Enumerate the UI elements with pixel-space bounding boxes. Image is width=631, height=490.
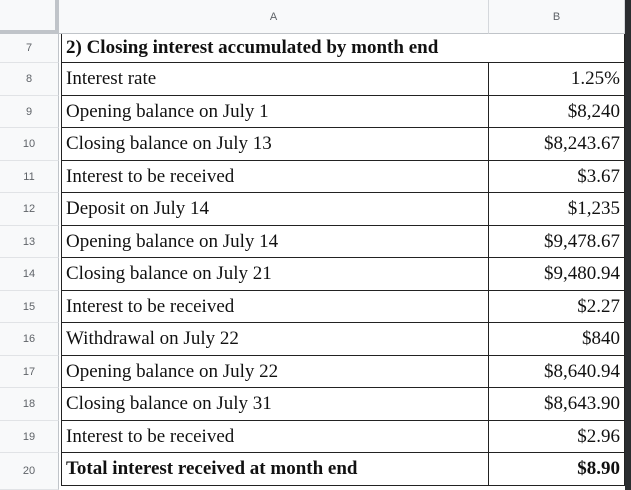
row-header[interactable]: 12 [0,193,59,226]
window-edge [625,0,631,490]
label-cell[interactable]: Withdrawal on July 22 [61,323,489,356]
value-cell[interactable]: $8,640.94 [489,356,625,388]
row-header[interactable]: 8 [0,63,59,96]
row-header[interactable]: 18 [0,388,59,421]
row-header[interactable]: 19 [0,421,59,453]
label-cell[interactable]: Closing balance on July 31 [61,388,489,421]
label-cell[interactable]: Interest to be received [61,421,489,453]
label-cell[interactable]: Opening balance on July 14 [61,226,489,258]
row-header[interactable]: 16 [0,323,59,356]
value-cell[interactable]: $9,478.67 [489,226,625,258]
value-cell[interactable]: $840 [489,323,625,356]
row-header[interactable]: 14 [0,258,59,291]
row-header[interactable]: 11 [0,161,59,193]
value-cell[interactable]: $1,235 [489,193,625,226]
column-header-a[interactable]: A [59,0,489,34]
value-cell[interactable]: $2.27 [489,291,625,323]
label-cell[interactable]: Interest rate [61,63,489,96]
value-cell[interactable]: $9,480.94 [489,258,625,291]
section-title-cell[interactable]: 2) Closing interest accumulated by month end [61,34,625,63]
label-cell[interactable]: Deposit on July 14 [61,193,489,226]
row-header[interactable]: 17 [0,356,59,388]
select-all-corner[interactable] [0,0,59,34]
value-cell[interactable]: 1.25% [489,63,625,96]
label-cell[interactable]: Closing balance on July 21 [61,258,489,291]
label-cell[interactable]: Interest to be received [61,291,489,323]
total-label-cell[interactable]: Total interest received at month end [61,453,489,486]
total-value-cell[interactable]: $8.90 [489,453,625,486]
column-header-b[interactable]: B [489,0,625,34]
value-cell[interactable]: $3.67 [489,161,625,193]
value-cell[interactable]: $8,240 [489,96,625,128]
label-cell[interactable]: Interest to be received [61,161,489,193]
value-cell[interactable]: $2.96 [489,421,625,453]
value-cell[interactable]: $8,643.90 [489,388,625,421]
row-header[interactable]: 15 [0,291,59,323]
row-header[interactable]: 7 [0,34,59,63]
label-cell[interactable]: Opening balance on July 22 [61,356,489,388]
row-header[interactable]: 20 [0,453,59,490]
value-cell[interactable]: $8,243.67 [489,128,625,161]
row-header[interactable]: 9 [0,96,59,128]
label-cell[interactable]: Opening balance on July 1 [61,96,489,128]
label-cell[interactable]: Closing balance on July 13 [61,128,489,161]
row-header[interactable]: 10 [0,128,59,161]
row-header[interactable]: 13 [0,226,59,258]
